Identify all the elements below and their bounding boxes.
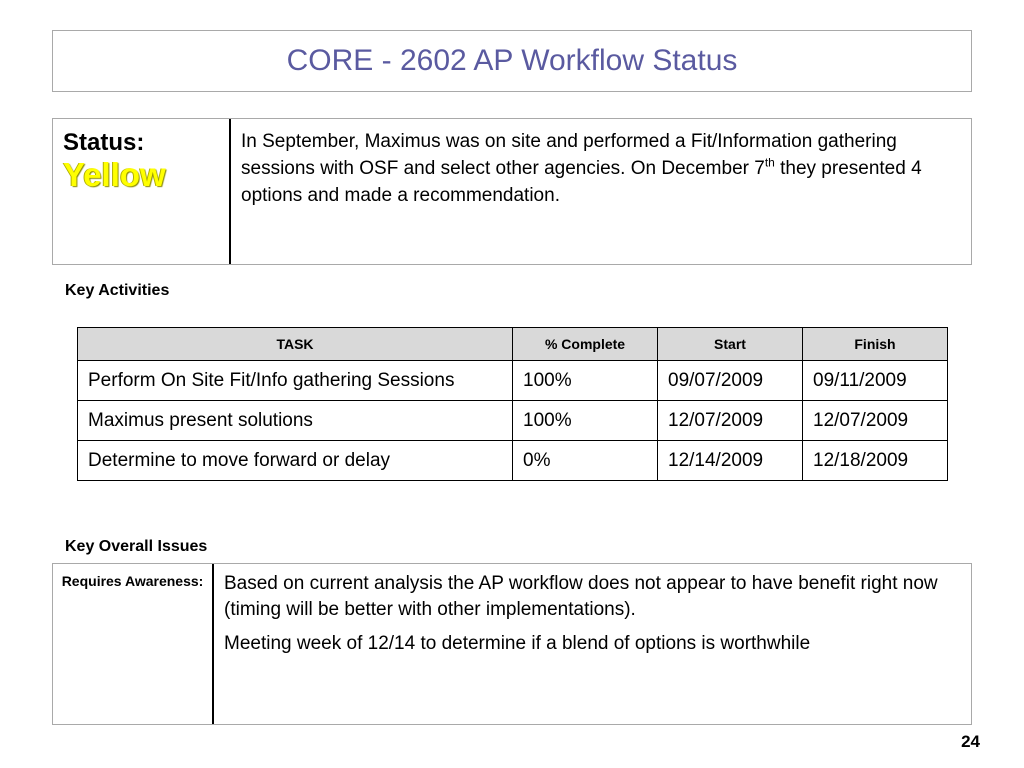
table-row <box>78 441 948 481</box>
start-cell: 12/07/2009 <box>658 401 803 441</box>
status-box <box>52 118 972 265</box>
status-cell <box>53 119 231 264</box>
percent-complete-cell: 0% <box>513 441 658 481</box>
issues-box <box>52 563 972 725</box>
start-cell: 09/07/2009 <box>658 361 803 401</box>
key-issues-heading: Key Overall Issues <box>65 538 208 555</box>
status-description <box>231 119 971 264</box>
table-header-row <box>78 328 948 361</box>
issues-label: Requires Awareness: <box>53 564 214 724</box>
status-value: Yellow <box>63 156 166 193</box>
status-description-part1: In September, Maximus was on site and performed a Fit/Information gathering sessions with OSF and select other agencies. On December 7 <box>241 131 897 179</box>
issues-content <box>214 564 971 724</box>
page-title: CORE - 2602 AP Workflow Status <box>286 44 738 77</box>
start-cell: 12/14/2009 <box>658 441 803 481</box>
column-header-percent-complete: % Complete <box>513 328 658 361</box>
finish-cell: 12/18/2009 <box>803 441 948 481</box>
percent-complete-cell: 100% <box>513 361 658 401</box>
percent-complete-cell: 100% <box>513 401 658 441</box>
column-header-finish: Finish <box>803 328 948 361</box>
issue-paragraph: Based on current analysis the AP workflow does not appear to have benefit right now (timing will be better with other implementations). <box>224 573 938 620</box>
page-number: 24 <box>961 732 980 751</box>
key-activities-table <box>77 327 948 481</box>
table-row <box>78 401 948 441</box>
finish-cell: 09/11/2009 <box>803 361 948 401</box>
status-description-part2: they presented 4 options and made a recommendation. <box>241 158 922 206</box>
finish-cell: 12/07/2009 <box>803 401 948 441</box>
task-cell: Perform On Site Fit/Info gathering Sessions <box>78 361 513 401</box>
table-row <box>78 361 948 401</box>
column-header-start: Start <box>658 328 803 361</box>
status-label: Status: <box>63 129 145 156</box>
task-cell: Maximus present solutions <box>78 401 513 441</box>
task-cell: Determine to move forward or delay <box>78 441 513 481</box>
status-description-sup: th <box>764 155 775 170</box>
key-activities-heading: Key Activities <box>65 282 170 299</box>
column-header-task: TASK <box>78 328 513 361</box>
title-box <box>52 30 972 92</box>
issue-paragraph: Meeting week of 12/14 to determine if a blend of options is worthwhile <box>224 633 811 654</box>
